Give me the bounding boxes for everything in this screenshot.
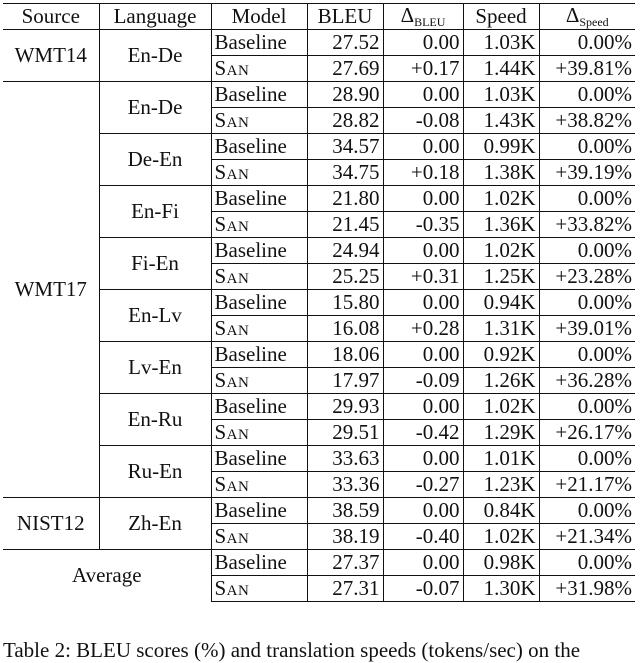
bleu-cell: 34.75 <box>307 160 383 186</box>
delta-speed-cell: +39.81% <box>539 56 635 82</box>
delta-bleu-cell: 0.00 <box>383 498 463 524</box>
model-cell: Baseline <box>211 498 307 524</box>
model-cell: San <box>211 524 307 550</box>
bleu-cell: 27.52 <box>307 30 383 56</box>
delta-bleu-cell: -0.40 <box>383 524 463 550</box>
model-cell: Baseline <box>211 238 307 264</box>
delta-speed-cell: +38.82% <box>539 108 635 134</box>
delta-speed-cell: 0.00% <box>539 394 635 420</box>
delta-speed-cell: 0.00% <box>539 290 635 316</box>
language-cell: En-Fi <box>99 186 211 238</box>
speed-cell: 1.25K <box>463 264 539 290</box>
model-cell: San <box>211 368 307 394</box>
delta-bleu-cell: 0.00 <box>383 82 463 108</box>
header-bleu: BLEU <box>307 4 383 30</box>
bleu-cell: 21.80 <box>307 186 383 212</box>
model-cell: San <box>211 212 307 238</box>
bleu-cell: 38.59 <box>307 498 383 524</box>
language-cell: Fi-En <box>99 238 211 290</box>
header-row <box>3 4 635 30</box>
header-speed: Speed <box>463 4 539 30</box>
bleu-cell: 15.80 <box>307 290 383 316</box>
header-delta-bleu <box>383 4 463 30</box>
delta-speed-cell: +31.98% <box>539 576 635 602</box>
delta-bleu-cell: 0.00 <box>383 550 463 576</box>
bleu-cell: 24.94 <box>307 238 383 264</box>
language-cell: En-De <box>99 30 211 82</box>
speed-cell: 1.26K <box>463 368 539 394</box>
language-cell: En-Lv <box>99 290 211 342</box>
bleu-cell: 27.31 <box>307 576 383 602</box>
language-cell: De-En <box>99 134 211 186</box>
speed-cell: 1.02K <box>463 524 539 550</box>
speed-cell: 1.29K <box>463 420 539 446</box>
bleu-cell: 28.82 <box>307 108 383 134</box>
delta-bleu-subscript: BLEU <box>414 15 446 29</box>
delta-symbol: Δ <box>400 3 415 27</box>
delta-speed-cell: 0.00% <box>539 238 635 264</box>
speed-cell: 1.01K <box>463 446 539 472</box>
delta-bleu-cell: 0.00 <box>383 186 463 212</box>
delta-speed-cell: +39.01% <box>539 316 635 342</box>
model-cell: San <box>211 160 307 186</box>
table-row <box>3 30 635 56</box>
delta-bleu-cell: -0.07 <box>383 576 463 602</box>
delta-speed-cell: 0.00% <box>539 134 635 160</box>
delta-speed-cell: +23.28% <box>539 264 635 290</box>
source-cell: NIST12 <box>3 498 99 550</box>
table-row <box>3 82 635 108</box>
bleu-cell: 33.63 <box>307 446 383 472</box>
header-delta-speed <box>539 4 635 30</box>
speed-cell: 1.43K <box>463 108 539 134</box>
delta-bleu-cell: -0.08 <box>383 108 463 134</box>
model-cell: Baseline <box>211 550 307 576</box>
bleu-cell: 29.93 <box>307 394 383 420</box>
speed-cell: 1.31K <box>463 316 539 342</box>
language-cell: Zh-En <box>99 498 211 550</box>
delta-speed-cell: +33.82% <box>539 212 635 238</box>
table-row <box>3 498 635 524</box>
delta-bleu-cell: -0.09 <box>383 368 463 394</box>
speed-cell: 0.98K <box>463 550 539 576</box>
delta-bleu-cell: -0.42 <box>383 420 463 446</box>
bleu-cell: 29.51 <box>307 420 383 446</box>
bleu-cell: 28.90 <box>307 82 383 108</box>
language-cell: Ru-En <box>99 446 211 498</box>
bleu-cell: 27.69 <box>307 56 383 82</box>
model-cell: San <box>211 472 307 498</box>
model-cell: Baseline <box>211 290 307 316</box>
language-cell: Lv-En <box>99 342 211 394</box>
speed-cell: 0.92K <box>463 342 539 368</box>
delta-speed-cell: +21.17% <box>539 472 635 498</box>
language-cell: En-De <box>99 82 211 134</box>
speed-cell: 1.30K <box>463 576 539 602</box>
model-cell: San <box>211 108 307 134</box>
speed-cell: 1.02K <box>463 238 539 264</box>
delta-bleu-cell: -0.27 <box>383 472 463 498</box>
model-cell: Baseline <box>211 82 307 108</box>
results-table <box>3 3 635 602</box>
model-cell: Baseline <box>211 186 307 212</box>
speed-cell: 0.94K <box>463 290 539 316</box>
bleu-cell: 33.36 <box>307 472 383 498</box>
model-cell: San <box>211 264 307 290</box>
speed-cell: 1.23K <box>463 472 539 498</box>
delta-speed-cell: 0.00% <box>539 498 635 524</box>
speed-cell: 0.99K <box>463 134 539 160</box>
delta-bleu-cell: -0.35 <box>383 212 463 238</box>
delta-bleu-cell: 0.00 <box>383 238 463 264</box>
delta-speed-cell: +26.17% <box>539 420 635 446</box>
model-cell: Baseline <box>211 394 307 420</box>
delta-speed-cell: +36.28% <box>539 368 635 394</box>
delta-speed-cell: 0.00% <box>539 186 635 212</box>
delta-speed-cell: +39.19% <box>539 160 635 186</box>
bleu-cell: 17.97 <box>307 368 383 394</box>
delta-speed-cell: +21.34% <box>539 524 635 550</box>
table-caption: Table 2: BLEU scores (%) and translation speeds (tokens/sec) on the <box>3 638 581 662</box>
delta-speed-cell: 0.00% <box>539 30 635 56</box>
model-cell: Baseline <box>211 30 307 56</box>
delta-speed-cell: 0.00% <box>539 550 635 576</box>
source-cell: WMT14 <box>3 30 99 82</box>
delta-speed-cell: 0.00% <box>539 342 635 368</box>
speed-cell: 1.44K <box>463 56 539 82</box>
delta-symbol: Δ <box>565 3 580 27</box>
header-source: Source <box>3 4 99 30</box>
model-cell: San <box>211 576 307 602</box>
delta-bleu-cell: 0.00 <box>383 134 463 160</box>
model-cell: Baseline <box>211 342 307 368</box>
bleu-cell: 18.06 <box>307 342 383 368</box>
speed-cell: 1.03K <box>463 30 539 56</box>
speed-cell: 1.38K <box>463 160 539 186</box>
bleu-cell: 16.08 <box>307 316 383 342</box>
bleu-cell: 34.57 <box>307 134 383 160</box>
model-cell: San <box>211 420 307 446</box>
table-body <box>3 30 635 602</box>
speed-cell: 1.03K <box>463 82 539 108</box>
results-table-container <box>3 3 635 602</box>
delta-bleu-cell: 0.00 <box>383 394 463 420</box>
header-model: Model <box>211 4 307 30</box>
delta-bleu-cell: 0.00 <box>383 446 463 472</box>
language-cell: En-Ru <box>99 394 211 446</box>
speed-cell: 1.36K <box>463 212 539 238</box>
delta-bleu-cell: 0.00 <box>383 30 463 56</box>
speed-cell: 1.02K <box>463 394 539 420</box>
average-label-cell: Average <box>3 550 211 602</box>
bleu-cell: 27.37 <box>307 550 383 576</box>
model-cell: San <box>211 316 307 342</box>
table-row <box>3 550 635 576</box>
delta-bleu-cell: 0.00 <box>383 342 463 368</box>
delta-bleu-cell: +0.31 <box>383 264 463 290</box>
model-cell: Baseline <box>211 446 307 472</box>
delta-speed-cell: 0.00% <box>539 446 635 472</box>
delta-bleu-cell: +0.18 <box>383 160 463 186</box>
source-cell: WMT17 <box>3 82 99 498</box>
bleu-cell: 21.45 <box>307 212 383 238</box>
bleu-cell: 25.25 <box>307 264 383 290</box>
delta-bleu-cell: 0.00 <box>383 290 463 316</box>
model-cell: San <box>211 56 307 82</box>
speed-cell: 1.02K <box>463 186 539 212</box>
delta-bleu-cell: +0.17 <box>383 56 463 82</box>
header-language: Language <box>99 4 211 30</box>
bleu-cell: 38.19 <box>307 524 383 550</box>
delta-speed-subscript: Speed <box>579 15 609 29</box>
speed-cell: 0.84K <box>463 498 539 524</box>
delta-bleu-cell: +0.28 <box>383 316 463 342</box>
delta-speed-cell: 0.00% <box>539 82 635 108</box>
model-cell: Baseline <box>211 134 307 160</box>
